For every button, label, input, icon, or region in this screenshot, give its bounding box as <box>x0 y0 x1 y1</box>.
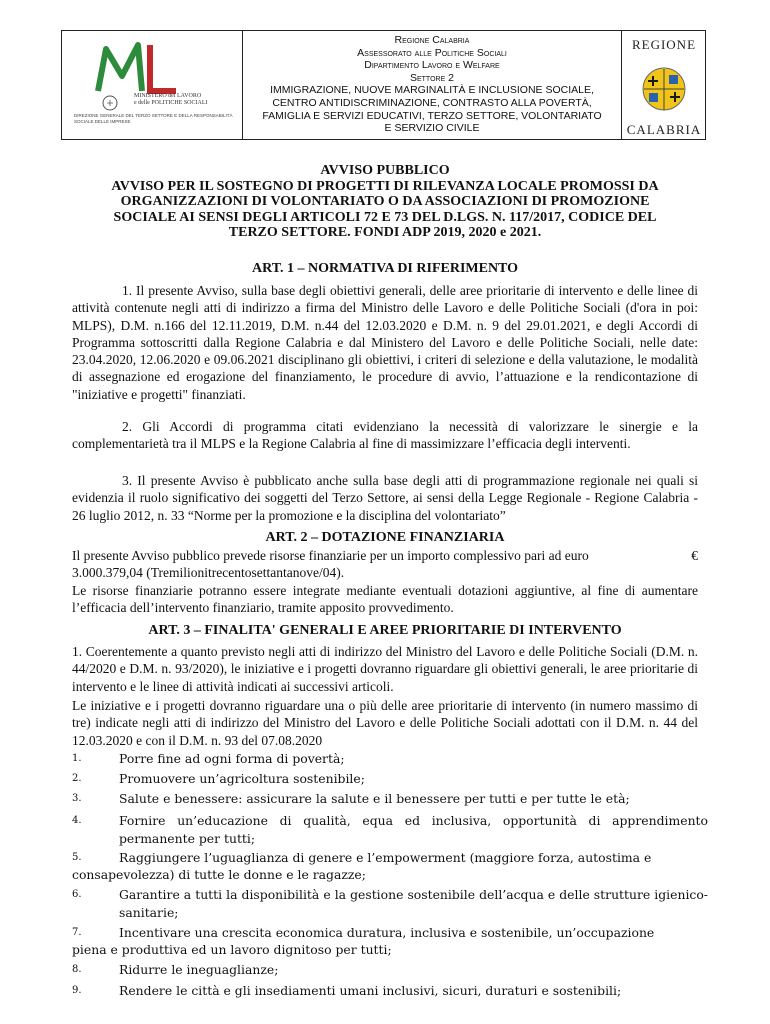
list-item-text: Salute e benessere: assicurare la salute e il benessere per tutti e per tutte le età; <box>119 791 630 806</box>
list-item-number: 1. <box>72 753 82 764</box>
region-line: Regione Calabria <box>394 34 470 46</box>
list-item-number: 7. <box>72 927 82 938</box>
art1-heading: ART. 1 – NORMATIVA DI RIFERIMENTO <box>251 261 519 276</box>
list-item-text: Ridurre le ineguaglianze; <box>119 962 279 977</box>
list-item-number: 8. <box>72 964 82 975</box>
dipartimento-line: Dipartimento Lavoro e Welfare <box>364 59 500 72</box>
list-item-number: 5. <box>72 852 82 863</box>
list-item-text: Garantire a tutti la disponibilità e la gestione sostenibile dell’acqua e delle strutture igienico-sanitarie; <box>119 887 708 920</box>
list-item-text: Raggiungere l’uguaglianza di genere e l’empowerment (maggiore forza, autostima e <box>119 850 652 865</box>
ministry-line1: MINISTERO del LAVORO <box>134 93 202 99</box>
art2-amount-value: 3.000.379,04 (Tremilionitrecentosettantanove/04). <box>72 565 345 581</box>
ministry-logo-cell <box>62 31 242 139</box>
title-line-4: SOCIALE AI SENSI DEGLI ARTICOLI 72 E 73 DEL D.LGS. N. 117/2017, CODICE DEL <box>113 209 657 225</box>
list-item-continuation: consapevolezza) di tutte le donne e le ragazze; <box>72 867 366 882</box>
title-line-2: AVVISO PER IL SOSTEGNO DI PROGETTI DI RILEVANZA LOCALE PROMOSSI DA <box>111 178 659 194</box>
list-item-text: Promuovere un’agricoltura sostenibile; <box>119 771 365 786</box>
art2-paragraph-2: Le risorse finanziarie potranno essere integrate mediante eventuali dotazioni aggiuntive, al fine di aumentare l’efficacia dell’intervento finanziario, tramite apposito provvedimento. <box>72 583 698 616</box>
art3-paragraph-1: 1. Coerentemente a quanto previsto negli atti di indirizzo del Ministro del Lavoro e delle Politiche Sociali (D.M. n. 44/2020 e D.M. n. 93/2020), le iniziative e i progetti dovranno riguardare gli obiettivi generali, le aree prioritarie di intervento e le linee di attività indicati ai successivi articoli. <box>72 644 698 694</box>
list-item-continuation: piena e produttiva ed un lavoro dignitoso per tutti; <box>72 942 392 957</box>
assessorato-line: Assessorato alle Politiche Sociali <box>357 46 507 59</box>
list-item-text: Porre fine ad ogni forma di povertà; <box>119 751 345 766</box>
list-item-text: Fornire un’educazione di qualità, equa ed inclusiva, opportunità di apprendimento permanente per tutti; <box>119 813 708 846</box>
list-item-number: 9. <box>72 985 82 996</box>
title-line-1: AVVISO PUBBLICO <box>320 163 450 178</box>
list-item-number: 3. <box>72 793 82 804</box>
region-logo-cell <box>622 31 706 139</box>
art3-heading: ART. 3 – FINALITA' GENERALI E AREE PRIORITARIE DI INTERVENTO <box>148 623 622 638</box>
settore-line: Settore 2 <box>409 71 455 84</box>
list-item-text: Incentivare una crescita economica duratura, inclusiva e sostenibile, un’occupazione <box>119 925 655 940</box>
art2-paragraph-1 <box>72 547 698 582</box>
letterhead <box>61 30 706 140</box>
art2-amount-text: Il presente Avviso pubblico prevede risorse finanziarie per un importo complessivo pari ad euro <box>72 548 589 563</box>
art1-paragraph-1: 1. Il presente Avviso, sulla base degli obiettivi generali, delle aree prioritarie di intervento e delle linee di attività contenute negli atti di indirizzo a firma del Ministro delle Lavoro e delle Politiche Sociali (d'ora in poi: MLPS), D.M. n.166 del 12.11.2019, D.M. n.44 del 12.03.2020 e D.M. n. 9 del 29.01.2021, e degli Accordi di Programma sottoscritti dalla Regione Calabria e dal Ministero del Lavoro e delle Politiche Sociali, nelle date: 23.04.2020, 12.06.2020 e 09.06.2021 disciplinano gli obiettivi, i criteri di selezione e della valutazione, le modalità di assegnazione ed erogazione del finanziamento, le procedure di avvio, l’attuazione e la rendicontazione di "iniziative e progetti" finanziati. <box>72 283 698 402</box>
art1-paragraph-2: 2. Gli Accordi di programma citati evidenziano la necessità di valorizzare le sinergie e la complementarietà tra il MLPS e la Regione Calabria al fine di massimizzare l’efficacia degli interventi. <box>72 419 698 452</box>
ministry-subtitle: DIREZIONE GENERALE DEL TERZO SETTORE E DELLA RESPONSABILITÀ SOCIALE DELLE IMPRESE <box>74 113 233 124</box>
art2-heading: ART. 2 – DOTAZIONE FINANZIARIA <box>265 530 505 545</box>
art3-paragraph-2: Le iniziative e i progetti dovranno riguardare una o più delle aree prioritarie di intervento (in numero massimo di tre) indicate negli atti di indirizzo del Ministro del Lavoro e delle Politiche Sociali adottati con il D.M. n. 44 del 12.03.2020 e con il D.M. n. 93 del 07.08.2020 <box>72 698 698 748</box>
ministry-line2: e delle POLITICHE SOCIALI <box>134 100 208 106</box>
notice-title <box>60 163 710 241</box>
settore-description: IMMIGRAZIONE, NUOVE MARGINALITÀ E INCLUSIONE SOCIALE, CENTRO ANTIDISCRIMINAZIONE, CONTRASTO ALLA POVERTÀ, FAMIGLIA E SERVIZI EDUCATIVI, TERZO SETTORE, VOLONTARIATO E SERVIZIO CIVILE <box>262 84 602 135</box>
list-item-text: Rendere le città e gli insediamenti umani inclusivi, sicuri, duraturi e sostenibili; <box>119 983 622 998</box>
region-logo-top: REGIONE <box>631 37 697 52</box>
ministry-name <box>134 93 208 107</box>
art1-paragraph-3: 3. Il presente Avviso è pubblicato anche sulla base degli atti di programmazione regionale nei quali si evidenzia il ruolo significativo dei soggetti del Terzo Settore, ai sensi della Legge Regionale - Regione Calabria - 26 luglio 2012, n. 33 “Norme per la promozione e la disciplina del volontariato” <box>72 473 698 523</box>
region-logo-bottom: CALABRIA <box>626 122 702 137</box>
euro-symbol: € <box>691 548 698 563</box>
office-info <box>242 31 622 139</box>
list-item-number: 2. <box>72 773 82 784</box>
list-item-number: 6. <box>72 889 82 900</box>
title-line-3: ORGANIZZAZIONI DI VOLONTARIATO O DA ASSOCIAZIONI DI PROMOZIONE <box>120 194 650 209</box>
title-line-5: TERZO SETTORE. FONDI ADP 2019, 2020 e 2021. <box>228 225 542 240</box>
list-item-number: 4. <box>72 815 82 826</box>
